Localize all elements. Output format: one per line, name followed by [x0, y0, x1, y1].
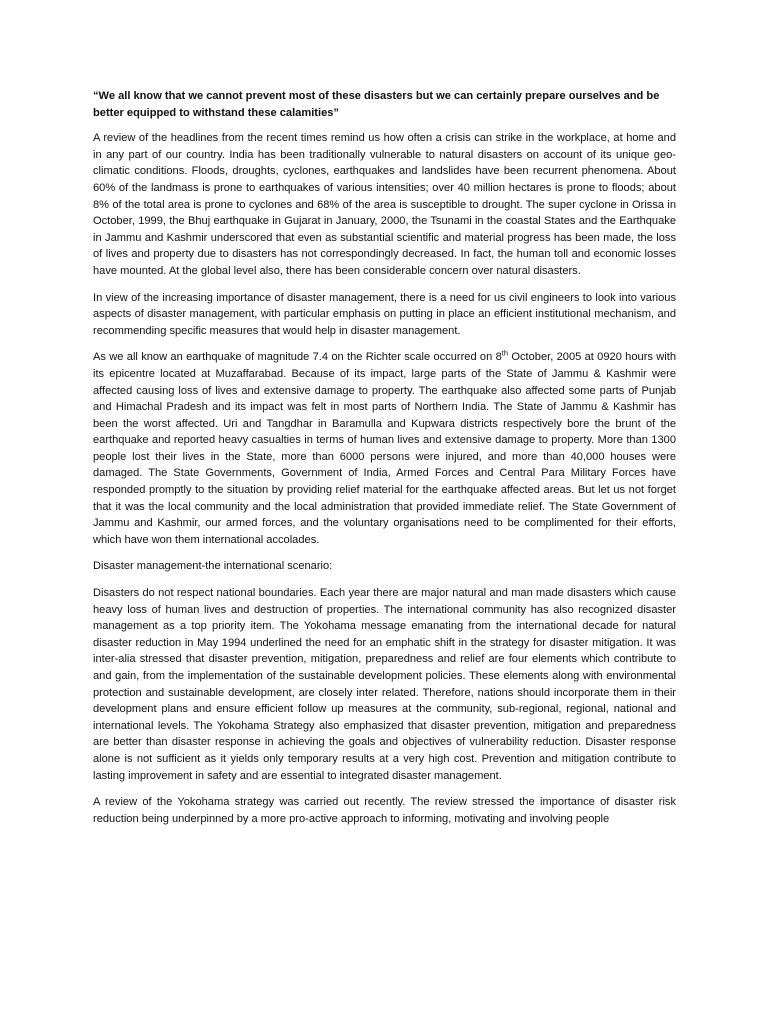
paragraph-earthquake-text-rest: October, 2005 at 0920 hours with its epicentre located at Muzaffarabad. Because of its impact, large parts of the State of Jammu & Kashmir were affected causing loss of lives and extensive damage to property. The earthquake also affected some parts of Punjab and Himachal Pradesh and its impact was felt in most parts of Northern India. The State of Jammu & Kashmir has been the worst affected. Uri and Tangdhar in Baramulla and Kupwara districts respectively bore the brunt of the earthquake and reported heavy casualties in terms of human lives and extensive damage to property. More than 1300 people lost their lives in the State, more than 6000 persons were injured, and more than 40,000 houses were damaged. The State Governments, Government of India, Armed Forces and Central Para Military Forces have responded promptly to the situation by providing relief material for the earthquake affected areas. But let us not forget that it was the local community and the local administration that provided immediate relief. The State Government of Jammu and Kashmir, our armed forces, and the voluntary organisations need to be complimented for their efforts, which have won them international accolades.	[93, 351, 676, 546]
paragraph-earthquake-2005	[93, 349, 676, 548]
paragraph-headlines-review: A review of the headlines from the recent times remind us how often a crisis can strike in the workplace, at home and in any part of our country. India has been traditionally vulnerable to natural disasters on account of its unique geo-climatic conditions. Floods, droughts, cyclones, earthquakes and landslides have been recurrent phenomena. About 60% of the landmass is prone to earthquakes of various intensities; over 40 million hectares is prone to floods; about 8% of the total area is prone to cyclones and 68% of the area is susceptible to drought. The super cyclone in Orissa in October, 1999, the Bhuj earthquake in Gujarat in January, 2000, the Tsunami in the coastal States and the Earthquake in Jammu and Kashmir underscored that even as substantial scientific and material progress has been made, the loss of lives and property due to disasters has not correspondingly decreased. In fact, the human toll and economic losses have mounted. At the global level also, there has been considerable concern over natural disasters.	[93, 132, 676, 277]
opening-quote: “We all know that we cannot prevent most of these disasters but we can certainly prepare ourselves and be better equipped to withstand these calamities”	[93, 90, 660, 119]
paragraph-disaster-management-need: In view of the increasing importance of disaster management, there is a need for us civil engineers to look into various aspects of disaster management, with particular emphasis on putting in place an efficient institutional mechanism, and recommending specific measures that would help in disaster management.	[93, 291, 676, 337]
paragraph-earthquake-text-start: As we all know an earthquake of magnitude 7.4 on the Richter scale occurred on 8	[93, 351, 502, 364]
document-page	[93, 88, 676, 837]
section-heading-international-scenario: Disaster management-the international scenario:	[93, 560, 333, 573]
ordinal-superscript: th	[501, 348, 509, 358]
paragraph-yokohama-review: A review of the Yokohama strategy was carried out recently. The review stressed the importance of disaster risk reduction being underpinned by a more pro-active approach to informing, motivating and involving people	[93, 796, 676, 825]
paragraph-yokohama-message: Disasters do not respect national boundaries. Each year there are major natural and man made disasters which cause heavy loss of human lives and destruction of properties. The international community has also recognized disaster management as a top priority item. The Yokohama message emanating from the international decade for natural disaster reduction in May 1994 underlined the need for an emphatic shift in the strategy for disaster mitigation. It was inter-alia stressed that disaster prevention, mitigation, preparedness and relief are four elements which contribute to and gain, from the implementation of the sustainable development policies. These elements along with environmental protection and sustainable development, are closely inter related. Therefore, nations should incorporate them in their development plans and ensure efficient follow up measures at the community, sub-regional, regional, national and international levels. The Yokohama Strategy also emphasized that disaster prevention, mitigation and preparedness are better than disaster response in achieving the goals and objectives of vulnerability reduction. Disaster response alone is not sufficient as it yields only temporary results at a very high cost. Prevention and mitigation contribute to lasting improvement in safety and are essential to integrated disaster management.	[93, 587, 676, 782]
